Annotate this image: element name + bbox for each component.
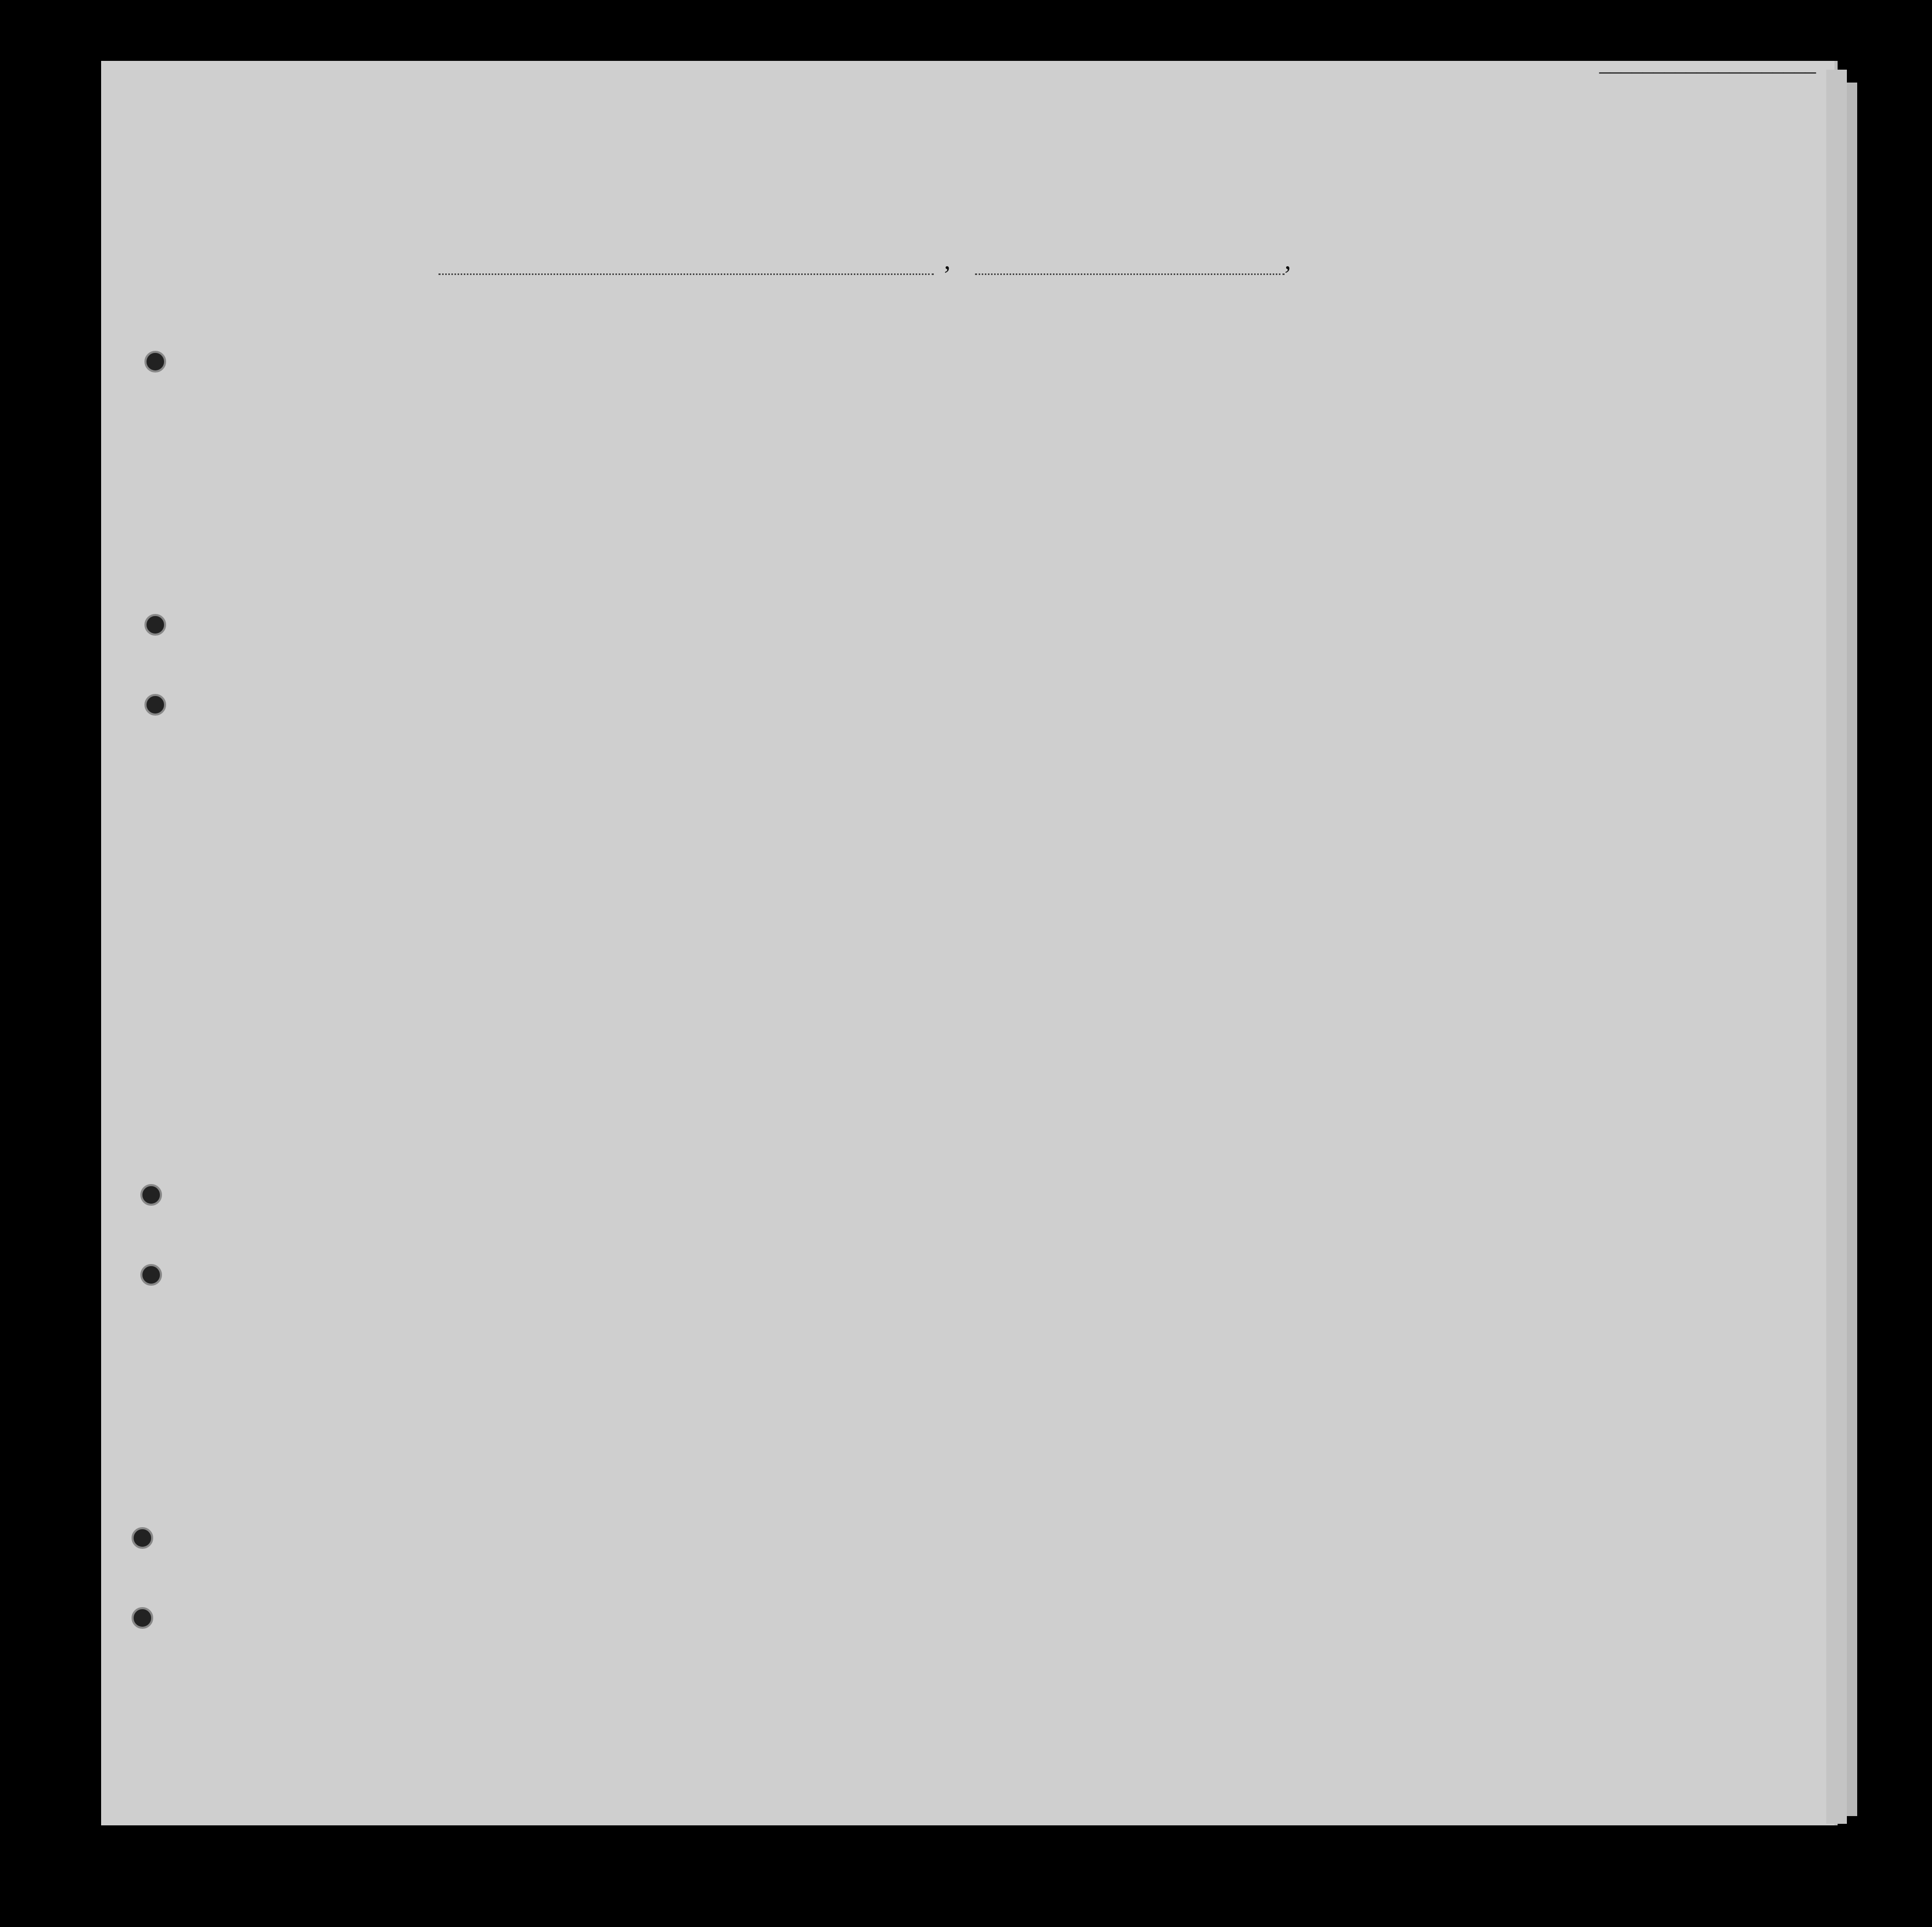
comma: , (1285, 246, 1291, 274)
comma: , (944, 246, 951, 274)
list-label: ____________________ (1599, 52, 1816, 76)
